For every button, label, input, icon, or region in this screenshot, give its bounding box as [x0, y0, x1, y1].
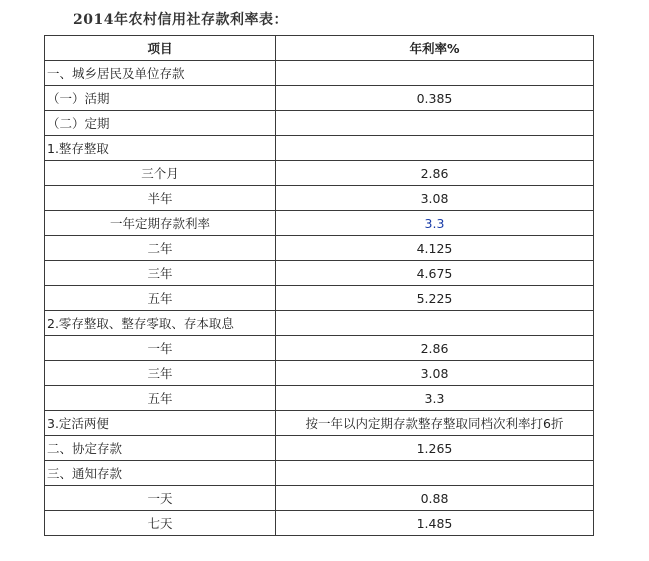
table-row	[45, 86, 594, 111]
row-item-label: （二）定期	[45, 111, 276, 136]
row-item-label: 一年	[45, 336, 276, 361]
table-body	[45, 61, 594, 536]
column-header-rate: 年利率%	[276, 36, 594, 61]
row-rate-value: 4.125	[276, 236, 594, 261]
row-rate-value	[276, 461, 594, 486]
table-row	[45, 111, 594, 136]
table-header-row	[45, 36, 594, 61]
table-row	[45, 136, 594, 161]
row-item-label: 三个月	[45, 161, 276, 186]
table-row	[45, 511, 594, 536]
row-rate-value: 2.86	[276, 336, 594, 361]
row-item-label: 二年	[45, 236, 276, 261]
row-rate-value	[276, 311, 594, 336]
row-item-label: 3.定活两便	[45, 411, 276, 436]
row-rate-value	[276, 136, 594, 161]
row-rate-value: 3.3	[276, 386, 594, 411]
row-item-label: 1.整存整取	[45, 136, 276, 161]
table-row	[45, 186, 594, 211]
row-rate-value: 1.485	[276, 511, 594, 536]
table-row	[45, 286, 594, 311]
table-row	[45, 211, 594, 236]
table-row	[45, 386, 594, 411]
row-rate-value: 3.08	[276, 361, 594, 386]
table-row	[45, 361, 594, 386]
table-row	[45, 61, 594, 86]
table-row	[45, 436, 594, 461]
table-row	[45, 411, 594, 436]
table-row	[45, 311, 594, 336]
row-item-label: 一年定期存款利率	[45, 211, 276, 236]
row-rate-value: 1.265	[276, 436, 594, 461]
row-rate-value: 3.3	[276, 211, 594, 236]
table-row	[45, 461, 594, 486]
row-item-label: 2.零存整取、整存零取、存本取息	[45, 311, 276, 336]
row-rate-value: 2.86	[276, 161, 594, 186]
row-rate-value: 按一年以内定期存款整存整取同档次利率打6折	[276, 411, 594, 436]
table-row	[45, 486, 594, 511]
row-item-label: 三年	[45, 261, 276, 286]
interest-rate-table	[44, 35, 594, 536]
row-item-label: 半年	[45, 186, 276, 211]
row-item-label: 一、城乡居民及单位存款	[45, 61, 276, 86]
row-item-label: 五年	[45, 286, 276, 311]
row-item-label: 七天	[45, 511, 276, 536]
row-rate-value: 0.88	[276, 486, 594, 511]
row-rate-value: 3.08	[276, 186, 594, 211]
row-rate-value: 0.385	[276, 86, 594, 111]
row-item-label: 三年	[45, 361, 276, 386]
column-header-item: 项目	[45, 36, 276, 61]
row-item-label: 二、协定存款	[45, 436, 276, 461]
row-item-label: 一天	[45, 486, 276, 511]
row-rate-value: 4.675	[276, 261, 594, 286]
row-rate-value	[276, 61, 594, 86]
row-item-label: 三、通知存款	[45, 461, 276, 486]
page-title: 2014年农村信用社存款利率表：	[73, 12, 288, 28]
table-row	[45, 261, 594, 286]
table-row	[45, 336, 594, 361]
row-rate-value	[276, 111, 594, 136]
table-row	[45, 236, 594, 261]
row-item-label: （一）活期	[45, 86, 276, 111]
row-item-label: 五年	[45, 386, 276, 411]
row-rate-value: 5.225	[276, 286, 594, 311]
table-row	[45, 161, 594, 186]
